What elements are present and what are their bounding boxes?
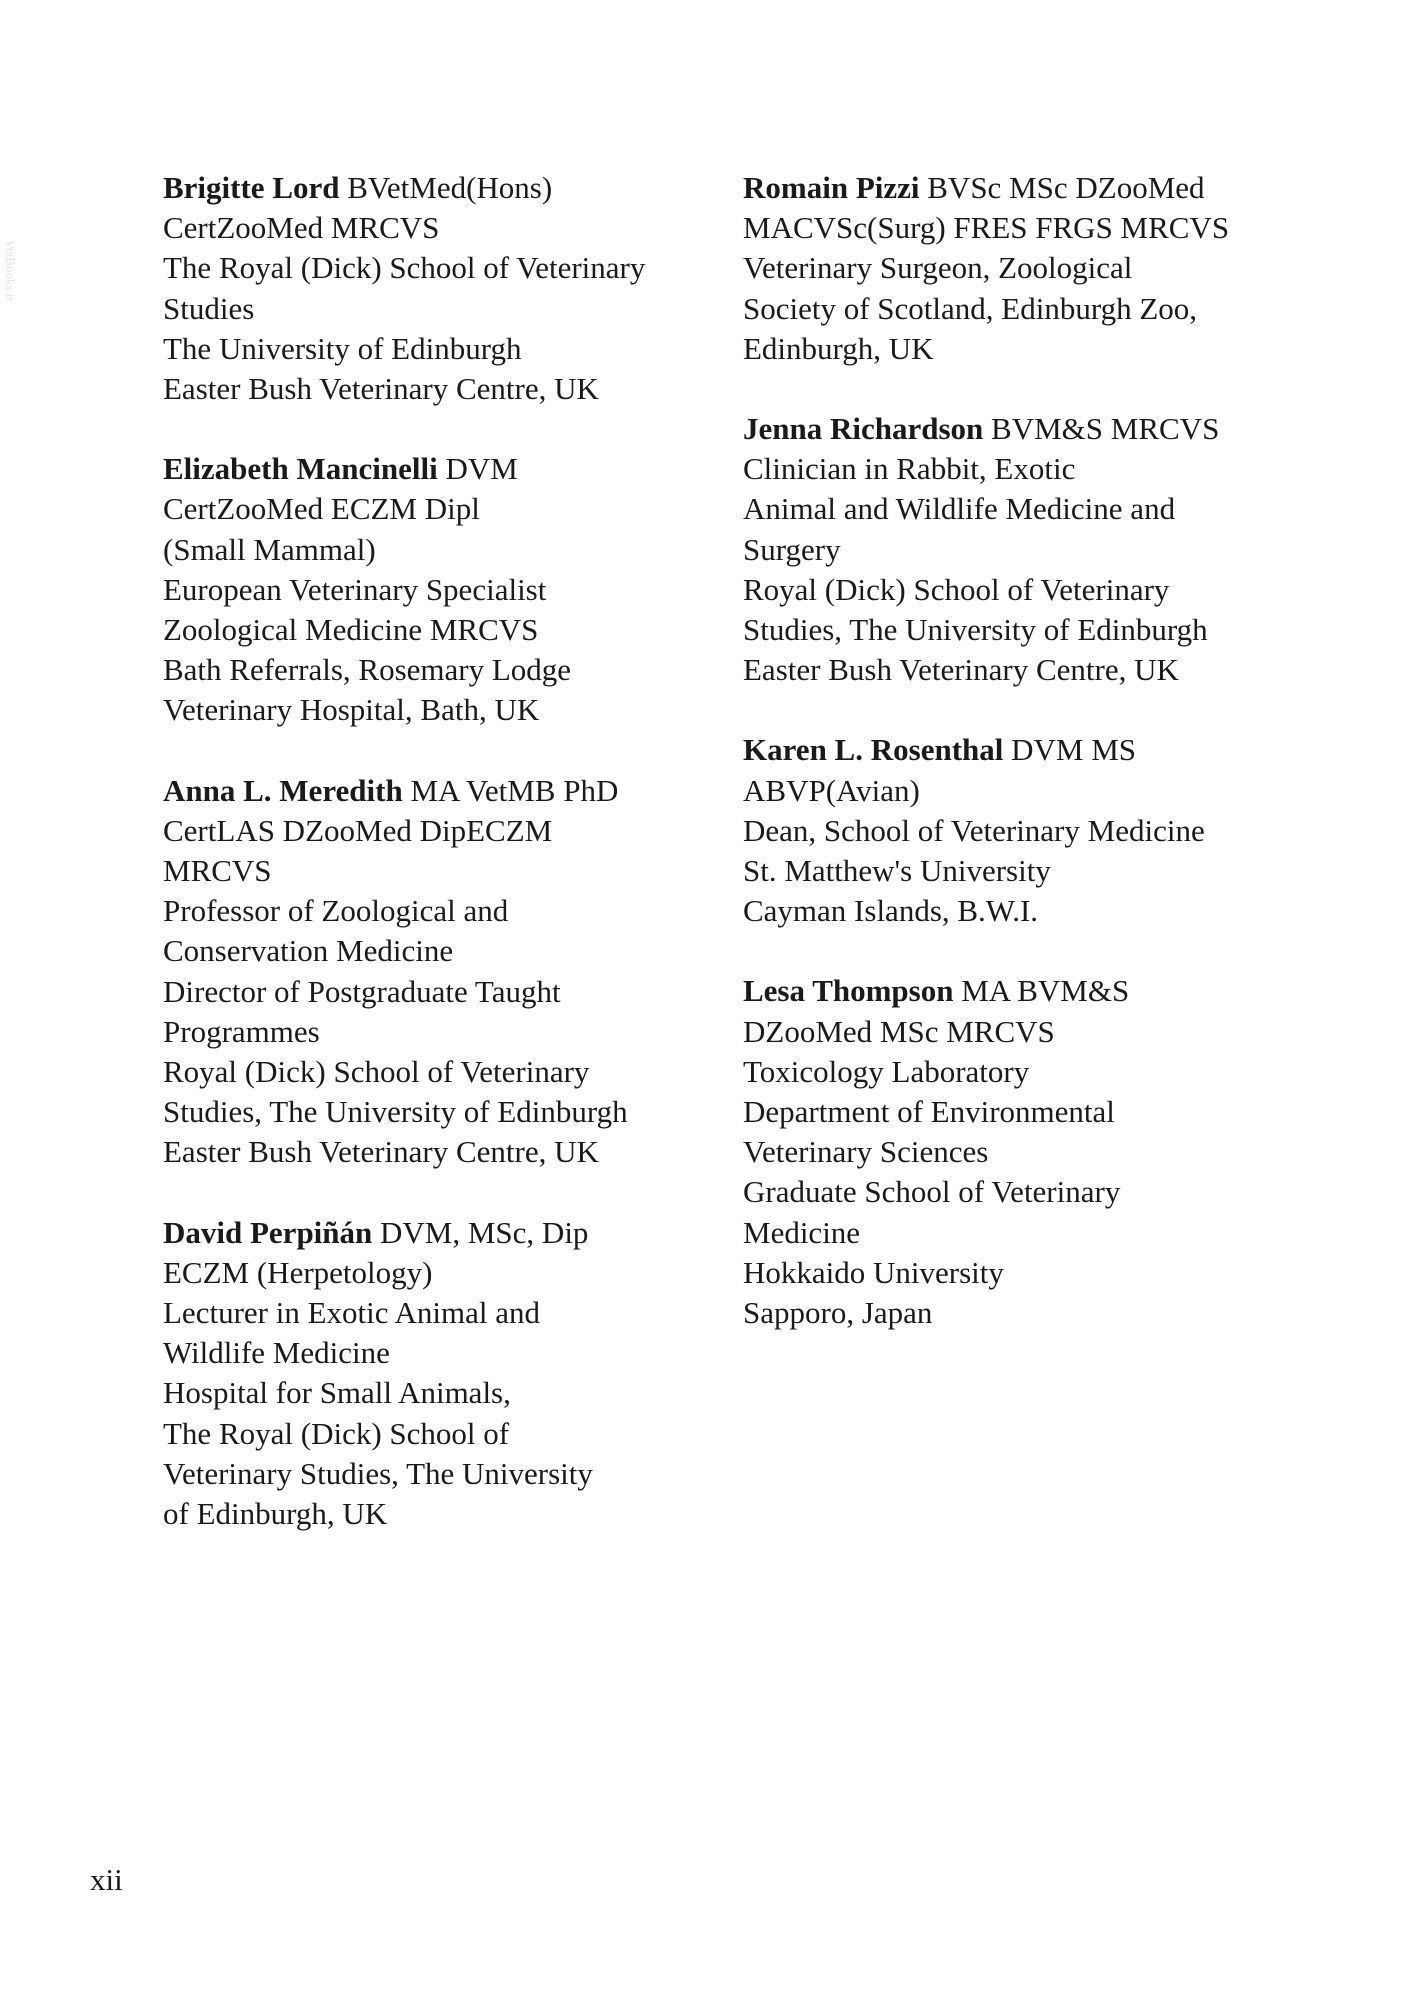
contributor-detail-line: Programmes — [163, 1013, 320, 1049]
contributor-detail-line: Veterinary Studies, The University — [163, 1455, 593, 1491]
contributor-entry — [163, 1213, 723, 1535]
contributor-detail-line: of Edinburgh, UK — [163, 1496, 388, 1532]
contributor-detail-line: Hokkaido University — [743, 1254, 1004, 1290]
contributor-qualifications: DVM — [437, 451, 518, 487]
contributor-detail-line: Studies, The University of Edinburgh — [743, 612, 1208, 648]
contributor-detail-line: CertLAS DZooMed DipECZM — [163, 812, 553, 848]
contributor-detail-line: Easter Bush Veterinary Centre, UK — [743, 652, 1179, 688]
contributor-heading-line — [163, 1213, 723, 1253]
contributor-detail-line: Studies, The University of Edinburgh — [163, 1094, 628, 1130]
contributor-name: Romain Pizzi — [743, 170, 920, 205]
contributor-detail-line: Animal and Wildlife Medicine and — [743, 491, 1176, 527]
contributor-qualifications: BVSc MSc DZooMed — [919, 170, 1205, 205]
contributor-detail-line: Royal (Dick) School of Veterinary — [743, 571, 1170, 607]
contributor-name: Lesa Thompson — [743, 973, 954, 1009]
contributor-detail-line: Director of Postgraduate Taught — [163, 973, 561, 1009]
contributor-detail-line: Edinburgh, UK — [743, 330, 934, 366]
contributor-entry — [743, 168, 1343, 369]
contributor-detail-line: DZooMed MSc MRCVS — [743, 1013, 1055, 1049]
contributor-detail-line: Toxicology Laboratory — [743, 1053, 1030, 1089]
contributor-heading-line — [163, 449, 723, 489]
contributor-heading-line — [163, 168, 723, 208]
contributor-detail-line: Wildlife Medicine — [163, 1335, 390, 1371]
contributor-detail-line: Lecturer in Exotic Animal and — [163, 1295, 541, 1331]
contributor-detail-line: The Royal (Dick) School of Veterinary — [163, 250, 646, 286]
contributor-entry — [743, 730, 1343, 931]
contributor-heading-line — [163, 771, 723, 811]
contributor-qualifications: MA VetMB PhD — [402, 772, 619, 808]
contributor-qualifications: DVM MS — [1003, 732, 1137, 768]
contributor-detail-line: Sapporo, Japan — [743, 1295, 933, 1331]
watermark-text: VetBooks.ir — [3, 240, 18, 302]
contributors-left-column — [163, 168, 723, 1574]
contributor-heading-line — [743, 168, 1343, 208]
contributor-heading-line — [743, 971, 1343, 1011]
contributor-detail-line: (Small Mammal) — [163, 531, 376, 567]
contributor-entry — [743, 409, 1343, 690]
contributor-detail-line: Conservation Medicine — [163, 933, 454, 969]
contributor-detail-line: Professor of Zoological and — [163, 893, 509, 929]
contributors-right-column — [743, 168, 1343, 1373]
contributor-detail-line: Veterinary Sciences — [743, 1134, 989, 1170]
contributor-detail-line: Surgery — [743, 531, 841, 567]
contributor-detail-line: Veterinary Hospital, Bath, UK — [163, 692, 540, 728]
contributor-detail-line: Studies — [163, 290, 255, 326]
contributor-entry — [163, 449, 723, 730]
contributor-qualifications: DVM, MSc, Dip — [372, 1214, 589, 1250]
contributor-detail-line: CertZooMed MRCVS — [163, 210, 440, 246]
contributor-name: Karen L. Rosenthal — [743, 732, 1004, 768]
contributor-detail-line: Society of Scotland, Edinburgh Zoo, — [743, 290, 1198, 326]
contributor-detail-line: Medicine — [743, 1214, 861, 1250]
contributor-name: Brigitte Lord — [163, 170, 340, 205]
contributor-detail-line: Cayman Islands, B.W.I. — [743, 893, 1039, 929]
contributor-name: David Perpiñán — [163, 1214, 373, 1250]
contributor-detail-line: ECZM (Herpetology) — [163, 1254, 433, 1290]
contributor-detail-line: St. Matthew's University — [743, 853, 1051, 889]
contributor-detail-line: MACVSc(Surg) FRES FRGS MRCVS — [743, 210, 1230, 246]
contributor-name: Anna L. Meredith — [163, 772, 403, 808]
contributor-heading-line — [743, 730, 1343, 770]
contributor-qualifications: BVetMed(Hons) — [339, 170, 553, 205]
contributor-detail-line: Bath Referrals, Rosemary Lodge — [163, 652, 572, 688]
contributor-entry — [163, 168, 723, 409]
contributor-entry — [743, 971, 1343, 1333]
contributor-detail-line: ABVP(Avian) — [743, 772, 920, 808]
contributor-detail-line: Zoological Medicine MRCVS — [163, 612, 539, 648]
contributor-detail-line: Graduate School of Veterinary — [743, 1174, 1121, 1210]
contributor-detail-line: Clinician in Rabbit, Exotic — [743, 451, 1076, 487]
contributor-detail-line: Department of Environmental — [743, 1094, 1115, 1130]
contributor-detail-line: Easter Bush Veterinary Centre, UK — [163, 1134, 599, 1170]
contributor-detail-line: MRCVS — [163, 853, 272, 889]
contributor-entry — [163, 771, 723, 1173]
contributor-detail-line: The Royal (Dick) School of — [163, 1415, 510, 1451]
contributor-detail-line: Easter Bush Veterinary Centre, UK — [163, 371, 599, 407]
contributor-detail-line: CertZooMed ECZM Dipl — [163, 491, 480, 527]
contributor-qualifications: MA BVM&S — [953, 973, 1130, 1009]
page-number: xii — [90, 1862, 123, 1897]
contributor-detail-line: European Veterinary Specialist — [163, 571, 547, 607]
contributor-detail-line: Dean, School of Veterinary Medicine — [743, 812, 1205, 848]
contributor-name: Elizabeth Mancinelli — [163, 451, 438, 487]
contributor-detail-line: Veterinary Surgeon, Zoological — [743, 250, 1133, 286]
contributor-name: Jenna Richardson — [743, 411, 984, 447]
contributor-qualifications: BVM&S MRCVS — [983, 411, 1220, 447]
contributor-detail-line: Hospital for Small Animals, — [163, 1375, 511, 1411]
contributor-detail-line: The University of Edinburgh — [163, 330, 522, 366]
contributor-detail-line: Royal (Dick) School of Veterinary — [163, 1054, 590, 1090]
contributor-heading-line — [743, 409, 1343, 449]
